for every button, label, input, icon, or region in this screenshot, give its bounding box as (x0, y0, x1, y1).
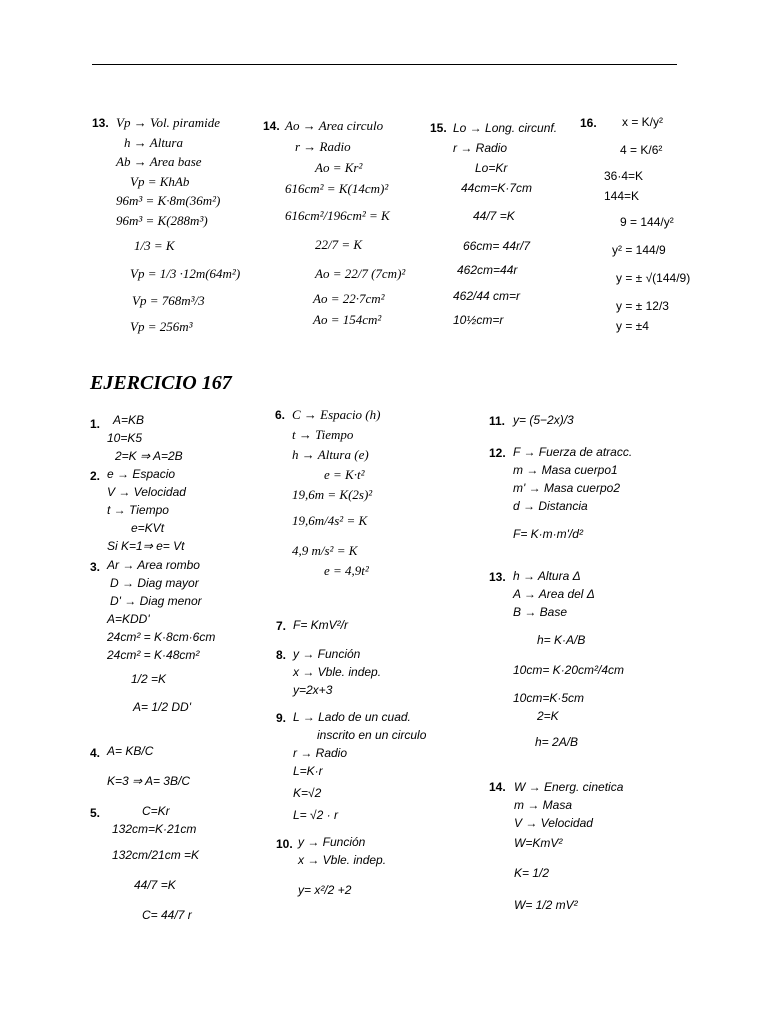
line: 44cm=K·7cm (461, 181, 533, 195)
problem-number: 3. (90, 560, 101, 574)
line: x → Vble. indep. (298, 853, 387, 867)
line: 96m³ = K·8m(36m²) (116, 193, 221, 208)
problem-13 (513, 567, 624, 751)
problem-number: 8. (276, 648, 287, 662)
problem-number: 1. (90, 417, 101, 431)
line: y → Función (293, 647, 361, 661)
line: 36·4=K (604, 169, 644, 183)
line: F → Fuerza de atracc. (513, 445, 633, 459)
line: 462cm=44r (457, 263, 518, 277)
line: y= (5−2x)/3 (513, 413, 574, 427)
line: F= K·m·m'/d² (513, 527, 583, 541)
line: A → Area del Δ (513, 587, 595, 601)
line: C → Espacio (h) (292, 407, 381, 422)
line: Si K=1⇒ e= Vt (107, 539, 185, 553)
problem-number: 4. (90, 746, 101, 760)
line: W=KmV² (514, 836, 563, 850)
line: h → Altura (124, 134, 183, 150)
line: D → Diag mayor (110, 576, 199, 590)
line: W → Energ. cinetica (514, 780, 624, 794)
problem-13-top (116, 113, 240, 336)
problem-1 (107, 411, 183, 465)
line: Vp = 768m³/3 (132, 293, 205, 308)
line: y=2x+3 (293, 683, 333, 697)
line: t → Tiempo (292, 427, 354, 442)
problem-number: 12. (489, 446, 506, 460)
line: Ab → Area base (116, 154, 202, 169)
line: Vp = 256m³ (130, 318, 193, 334)
line: 9 = 144/y² (620, 215, 674, 229)
line: 1/3 = K (134, 238, 175, 253)
line: Vp → Vol. piramide (116, 115, 220, 130)
line: V → Velocidad (514, 816, 593, 830)
problem-number: 14. (263, 119, 280, 133)
problem-15-top (453, 118, 557, 330)
line: 462/44 cm=r (453, 289, 521, 303)
line: A= 1/2 DD' (133, 700, 191, 714)
line: V → Velocidad (107, 485, 186, 499)
line: Vp = KhAb (130, 173, 190, 189)
line: y² = 144/9 (612, 243, 666, 257)
line: Vp = 1/3 ·12m(64m²) (130, 265, 241, 281)
problem-16-top (604, 112, 690, 336)
problem-10 (298, 833, 386, 899)
line: x → Vble. indep. (293, 665, 382, 679)
line: 24cm² = K·8cm·6cm (107, 630, 216, 644)
problem-11 (513, 411, 574, 429)
line: y = ±4 (616, 319, 649, 333)
line: h= 2A/B (535, 735, 579, 749)
problem-6 (292, 405, 380, 581)
section-title: EJERCICIO 167 (90, 372, 232, 394)
problem-number: 2. (90, 469, 101, 483)
line: W= 1/2 mV² (514, 898, 578, 912)
problem-14 (514, 778, 623, 914)
line: Lo=Kr (475, 161, 508, 175)
line: 10cm= K·20cm²/4cm (513, 663, 625, 677)
problem-number: 11. (489, 414, 506, 428)
line: F= KmV²/r (293, 618, 349, 632)
line: r → Radio (293, 746, 348, 760)
line: r → Radio (295, 139, 351, 154)
line: 132cm/21cm =K (112, 848, 200, 862)
line: 616cm²/196cm² = K (285, 208, 390, 223)
problem-14-top (285, 115, 405, 330)
line: 96m³ = K(288m³) (116, 212, 208, 228)
line: B → Base (513, 605, 568, 619)
problem-4 (107, 742, 190, 790)
problem-5 (112, 802, 199, 924)
line: m → Masa (514, 798, 573, 812)
line: 10=K5 (107, 431, 143, 445)
line: C= 44/7 r (142, 908, 192, 922)
line: C=Kr (142, 804, 170, 818)
line: 66cm= 44r/7 (463, 239, 531, 253)
line: e = K·t² (324, 467, 365, 482)
line: h → Altura (e) (292, 447, 369, 462)
line: Ar → Area rombo (107, 558, 200, 572)
problem-number: 14. (489, 780, 506, 794)
line: 10½cm=r (453, 313, 504, 327)
line: 44/7 =K (473, 209, 515, 223)
line: L → Lado de un cuad. (293, 710, 411, 724)
line: m' → Masa cuerpo2 (513, 481, 620, 495)
line: Ao → Area circulo (285, 118, 384, 133)
problem-number: 15. (430, 121, 447, 135)
line: 22/7 = K (315, 237, 363, 252)
problem-number: 13. (489, 570, 506, 584)
line: L=K·r (293, 764, 323, 778)
line: L= √2 · r (293, 808, 338, 822)
line: 4 = K/6² (620, 143, 663, 157)
problem-7 (293, 616, 348, 634)
line: A=KB (113, 413, 145, 427)
line: inscrito en un circulo (317, 728, 427, 742)
line: 616cm² = K(14cm)² (285, 181, 389, 196)
line: 2=K (537, 709, 559, 723)
line: 19,6m/4s² = K (292, 513, 368, 528)
line: 144=K (604, 189, 640, 203)
line: A= KB/C (107, 744, 154, 758)
problem-number: 16. (580, 116, 597, 130)
line: y = ± √(144/9) (616, 271, 691, 285)
problem-number: 5. (90, 806, 101, 820)
line: d → Distancia (513, 499, 588, 513)
problem-number: 10. (276, 837, 293, 851)
line: e=KVt (131, 521, 165, 535)
line: 44/7 =K (134, 878, 176, 892)
line: y = ± 12/3 (616, 299, 669, 313)
line: h= K·A/B (537, 633, 586, 647)
line: e = 4,9t² (324, 563, 369, 578)
header-rule (92, 64, 677, 65)
line: 19,6m = K(2s)² (292, 487, 373, 502)
line: Ao = 154cm² (313, 312, 382, 327)
problem-12 (513, 443, 632, 543)
line: 132cm=K·21cm (112, 822, 197, 836)
line: m → Masa cuerpo1 (513, 463, 618, 477)
line: r → Radio (453, 141, 508, 155)
problem-2 (107, 465, 186, 555)
line: x = K/y² (622, 115, 664, 129)
line: Ao = 22/7 (7cm)² (315, 266, 406, 281)
line: A=KDD' (107, 612, 150, 626)
line: h → Altura Δ (513, 569, 581, 583)
line: K=√2 (293, 786, 322, 800)
line: Ao = Kr² (315, 160, 363, 175)
line: K= 1/2 (514, 866, 550, 880)
problem-8 (293, 645, 381, 699)
line: y → Función (298, 835, 366, 849)
problem-number: 9. (276, 711, 287, 725)
problem-3 (107, 556, 215, 716)
line: Lo → Long. circunf. (453, 121, 558, 135)
line: t → Tiempo (107, 503, 169, 517)
line: K=3 ⇒ A= 3B/C (107, 774, 190, 788)
line: Ao = 22·7cm² (313, 291, 385, 306)
line: 10cm=K·5cm (513, 691, 585, 705)
line: D' → Diag menor (110, 594, 202, 608)
line: y= x²/2 +2 (298, 883, 352, 897)
line: 1/2 =K (131, 672, 167, 686)
problem-9 (293, 708, 426, 824)
line: e → Espacio (107, 467, 176, 481)
problem-number: 6. (275, 408, 286, 422)
line: 24cm² = K·48cm² (107, 648, 200, 662)
problem-number: 13. (92, 116, 109, 130)
problem-number: 7. (276, 619, 287, 633)
line: 4,9 m/s² = K (292, 543, 358, 558)
line: 2=K ⇒ A=2B (115, 449, 183, 463)
